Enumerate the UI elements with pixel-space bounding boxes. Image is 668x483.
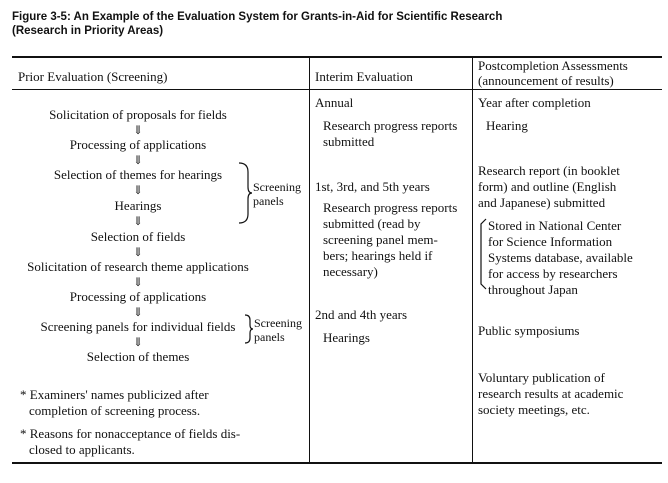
post-stored-database: Stored in National Center for Science Information Systems database, available for access by researchers throughout Japan: [488, 218, 633, 297]
brace-icon: [244, 314, 254, 344]
prior-step-5: Selection of fields: [90, 229, 186, 244]
figure-title-line-1: Figure 3-5: An Example of the Evaluation System for Grants-in-Aid for Scientific Research: [12, 11, 503, 23]
interim-years-24: 2nd and 4th years: [315, 307, 408, 322]
post-public-symposiums: Public symposiums: [478, 323, 580, 338]
prior-step-3: Selection of themes for hearings: [53, 167, 223, 182]
down-arrow-icon: ⇓: [132, 153, 144, 167]
interim-annual: Annual: [315, 95, 354, 110]
post-research-report: Research report (in booklet form) and outline (English and Japanese) submitted: [478, 163, 620, 210]
down-arrow-icon: ⇓: [132, 275, 144, 289]
header-interim-evaluation: Interim Evaluation: [315, 69, 413, 84]
header-bottom-rule: [12, 89, 662, 90]
prior-step-2: Processing of applications: [69, 137, 207, 152]
note-examiners: * Examiners' names publicized after completion of screening process.: [20, 387, 209, 418]
interim-years-24-detail: Hearings: [323, 330, 370, 345]
prior-step-9: Selection of themes: [86, 349, 190, 364]
figure-title: [12, 10, 502, 38]
post-year-after: Year after completion: [478, 95, 591, 110]
header-postcompletion-line-2: (announcement of results): [478, 73, 614, 88]
bracket-icon: [479, 218, 487, 290]
interim-years-135: 1st, 3rd, and 5th years: [315, 179, 430, 194]
post-hearing: Hearing: [486, 118, 528, 133]
prior-step-6: Solicitation of research theme applications: [27, 259, 249, 274]
down-arrow-icon: ⇓: [132, 214, 144, 228]
column-divider-2: [472, 56, 473, 463]
table-bottom-rule: [12, 462, 662, 464]
down-arrow-icon: ⇓: [132, 305, 144, 319]
header-prior-evaluation: Prior Evaluation (Screening): [18, 69, 168, 84]
column-divider-1: [309, 56, 310, 463]
prior-step-8: Screening panels for individual fields: [40, 319, 236, 334]
down-arrow-icon: ⇓: [132, 245, 144, 259]
down-arrow-icon: ⇓: [132, 123, 144, 137]
interim-years-135-detail: Research progress reports submitted (read by screening panel mem- bers; hearings held if necessary): [323, 200, 458, 279]
note-nonacceptance: * Reasons for nonacceptance of fields dis- closed to applicants.: [20, 426, 241, 457]
post-voluntary-publication: Voluntary publication of research results at academic society meetings, etc.: [478, 370, 624, 417]
figure-title-line-2: (Research in Priority Areas): [12, 25, 164, 37]
prior-step-7: Processing of applications: [69, 289, 207, 304]
brace-icon: [238, 162, 252, 224]
interim-annual-detail: Research progress reports submitted: [323, 118, 458, 149]
prior-step-4: Hearings: [114, 198, 162, 213]
prior-step-1: Solicitation of proposals for fields: [49, 107, 227, 122]
down-arrow-icon: ⇓: [132, 335, 144, 349]
header-postcompletion-line-1: Postcompletion Assessments: [478, 58, 628, 73]
screening-panels-label-2: Screening panels: [254, 316, 302, 344]
down-arrow-icon: ⇓: [132, 183, 144, 197]
screening-panels-label-1: Screening panels: [253, 180, 301, 208]
